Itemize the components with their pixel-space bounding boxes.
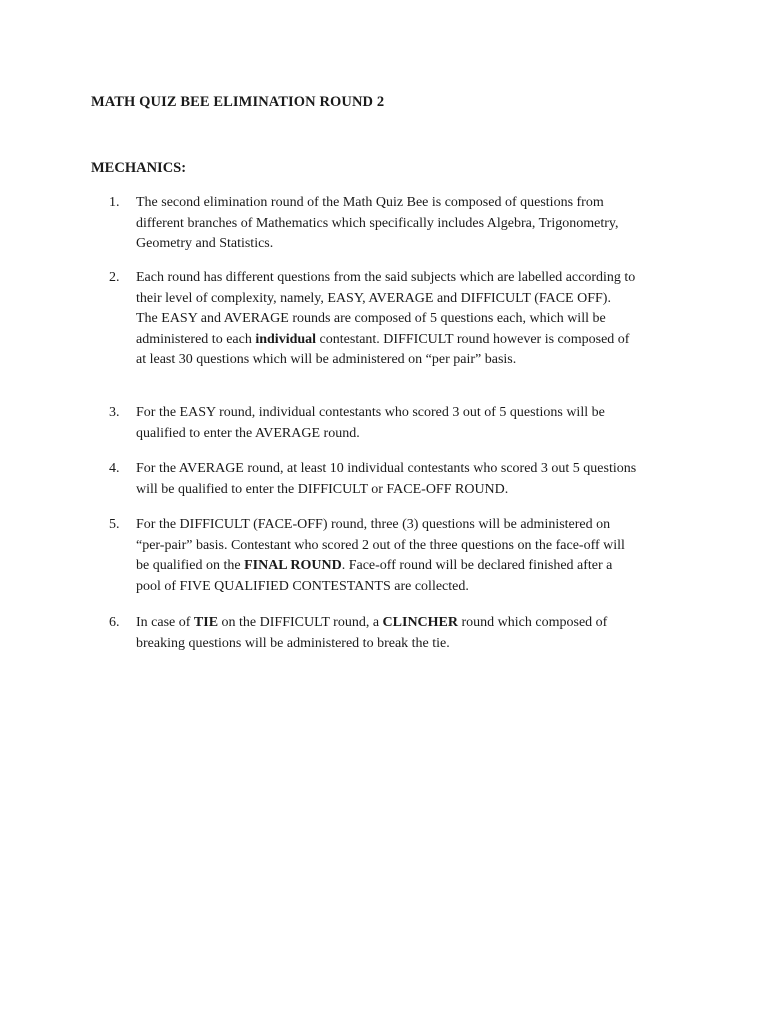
text-run: administered to each [136, 331, 256, 347]
item-text-line [136, 309, 684, 330]
text-run: be qualified on the [136, 558, 245, 573]
item-text-line [136, 515, 684, 536]
item-text-line [136, 289, 684, 310]
item-text-line [136, 330, 684, 351]
item-text [136, 515, 684, 597]
item-text-line [136, 403, 684, 424]
text-run: Each round has different questions from the said subjects which are labelled according to [136, 270, 636, 285]
item-text-line [136, 556, 684, 577]
text-run: at least 30 questions which will be administered on “per pair” basis. [136, 352, 517, 367]
item-number: 2. [109, 270, 120, 285]
bold-text: TIE [193, 615, 219, 630]
item-text-line [136, 214, 684, 235]
item-text [136, 613, 684, 654]
text-run: The second elimination round of the Math Quiz Bee is composed of questions from [136, 195, 604, 210]
item-number: 1. [109, 195, 120, 210]
item-text-line [136, 634, 684, 655]
item-text-line [136, 350, 684, 371]
bold-text: FINAL ROUND [244, 558, 342, 573]
item-text-line [136, 424, 684, 445]
item-number: 3. [109, 405, 120, 420]
text-run: For the EASY round, individual contestants who scored 3 out of 5 questions will be [136, 405, 605, 420]
text-run: contestant. DIFFICULT round however is composed of [316, 331, 630, 347]
item-text [136, 403, 684, 444]
item-text-line [136, 577, 684, 598]
item-number: 4. [109, 461, 120, 476]
item-number: 6. [109, 615, 120, 630]
item-text-line [136, 536, 684, 557]
text-run: For the DIFFICULT (FACE-OFF) round, three (3) questions will be administered on [136, 517, 611, 532]
section-heading-mechanics: MECHANICS: [91, 160, 187, 176]
text-run: pool of FIVE QUALIFIED CONTESTANTS are collected. [136, 578, 469, 594]
text-run: on the DIFFICULT round, a [218, 615, 383, 630]
text-run: breaking questions will be administered to break the tie. [136, 635, 450, 651]
text-run: The EASY and AVERAGE rounds are composed of 5 questions each, which will be [136, 311, 606, 326]
text-run: will be qualified to enter the DIFFICULT or FACE-OFF ROUND. [136, 481, 509, 497]
bold-text: CLINCHER [382, 615, 459, 630]
text-run: For the AVERAGE round, at least 10 individual contestants who scored 3 out 5 questions [136, 461, 637, 476]
text-run: In case of [136, 615, 194, 630]
item-text [136, 268, 684, 371]
text-run: different branches of Mathematics which specifically includes Algebra, Trigonometry, [136, 215, 619, 231]
item-text-line [136, 459, 684, 480]
item-text-line [136, 268, 684, 289]
bold-text: individual [255, 331, 317, 347]
text-run: “per-pair” basis. Contestant who scored 2 out of the three questions on the face-off will [136, 537, 625, 553]
document-title: MATH QUIZ BEE ELIMINATION ROUND 2 [91, 94, 385, 110]
item-text-line [136, 234, 684, 255]
text-run: qualified to enter the AVERAGE round. [136, 425, 360, 441]
text-run: their level of complexity, namely, EASY, AVERAGE and DIFFICULT (FACE OFF). [136, 290, 611, 306]
text-run: round which composed of [458, 615, 608, 630]
item-text-line [136, 613, 684, 634]
text-run: . Face-off round will be declared finished after a [341, 558, 613, 573]
item-text-line [136, 193, 684, 214]
item-text [136, 193, 684, 255]
item-text [136, 459, 684, 500]
item-number: 5. [109, 517, 120, 532]
text-run: Geometry and Statistics. [136, 236, 274, 251]
item-text-line [136, 480, 684, 501]
